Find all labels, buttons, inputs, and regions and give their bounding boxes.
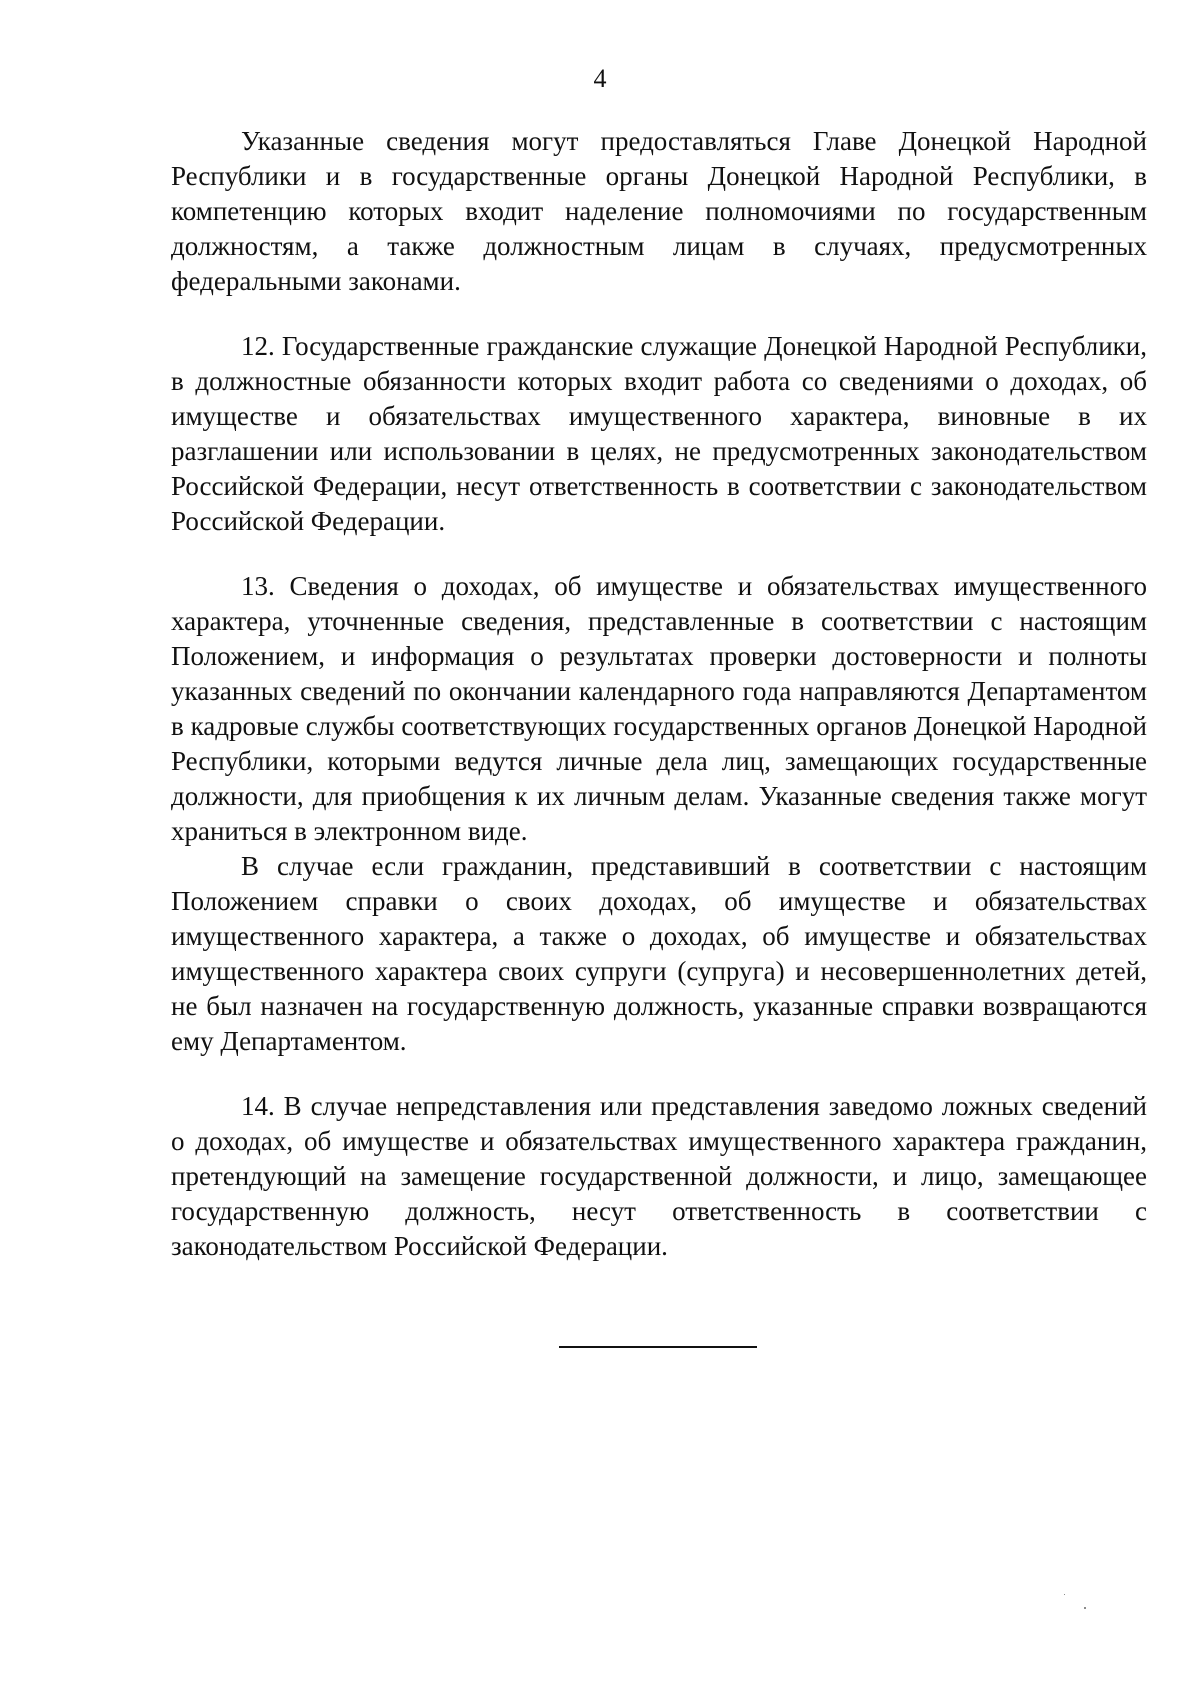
scan-speck: [1064, 1594, 1065, 1595]
document-body: [171, 124, 1147, 1264]
paragraph-item-12: 12. Государственные гражданские служащие Донецкой Народной Республики, в должностные обязанности которых входит работа со сведениями о доходах, об имуществе и обязательствах имущественного характера, виновные в их разглашении или использовании в целях, не предусмотренных законодательством Российской Федерации, несут ответственность в соответствии с законодательством Российской Федерации.: [171, 331, 1147, 536]
paragraph-info-provision: Указанные сведения могут предоставляться Главе Донецкой Народной Республики и в государственные органы Донецкой Народной Республики, в компетенцию которых входит наделение полномочиями по государственным должностям, а также должностным лицам в случаях, предусмотренных федеральными законами.: [171, 126, 1147, 296]
scan-speck: [1084, 1607, 1086, 1609]
paragraph-item-13: 13. Сведения о доходах, об имуществе и обязательствах имущественного характера, уточненные сведения, представленные в соответствии с настоящим Положением, и информация о результатах проверки достоверности и полноты указанных сведений по окончании календарного года направляются Департаментом в кадровые службы соответствующих государственных органов Донецкой Народной Республики, которыми ведутся личные дела лиц, замещающих государственные должности, для приобщения к их личным делам. Указанные сведения также могут храниться в электронном виде.: [171, 571, 1147, 846]
end-separator-line: [559, 1346, 757, 1348]
page-number: 4: [593, 64, 607, 93]
paragraph-item-14: 14. В случае непредставления или представления заведомо ложных сведений о доходах, об имуществе и обязательствах имущественного характера гражданин, претендующий на замещение государственной должности, и лицо, замещающее государственную должность, несут ответственность в соответствии с законодательством Российской Федерации.: [171, 1091, 1147, 1261]
paragraph-item-13-continuation: В случае если гражданин, представивший в соответствии с настоящим Положением справки о своих доходах, об имуществе и обязательствах имущественного характера, а также о доходах, об имуществе и обязательствах имущественного характера своих супруги (супруга) и несовершеннолетних детей, не был назначен на государственную должность, указанные справки возвращаются ему Департаментом.: [171, 851, 1147, 1056]
